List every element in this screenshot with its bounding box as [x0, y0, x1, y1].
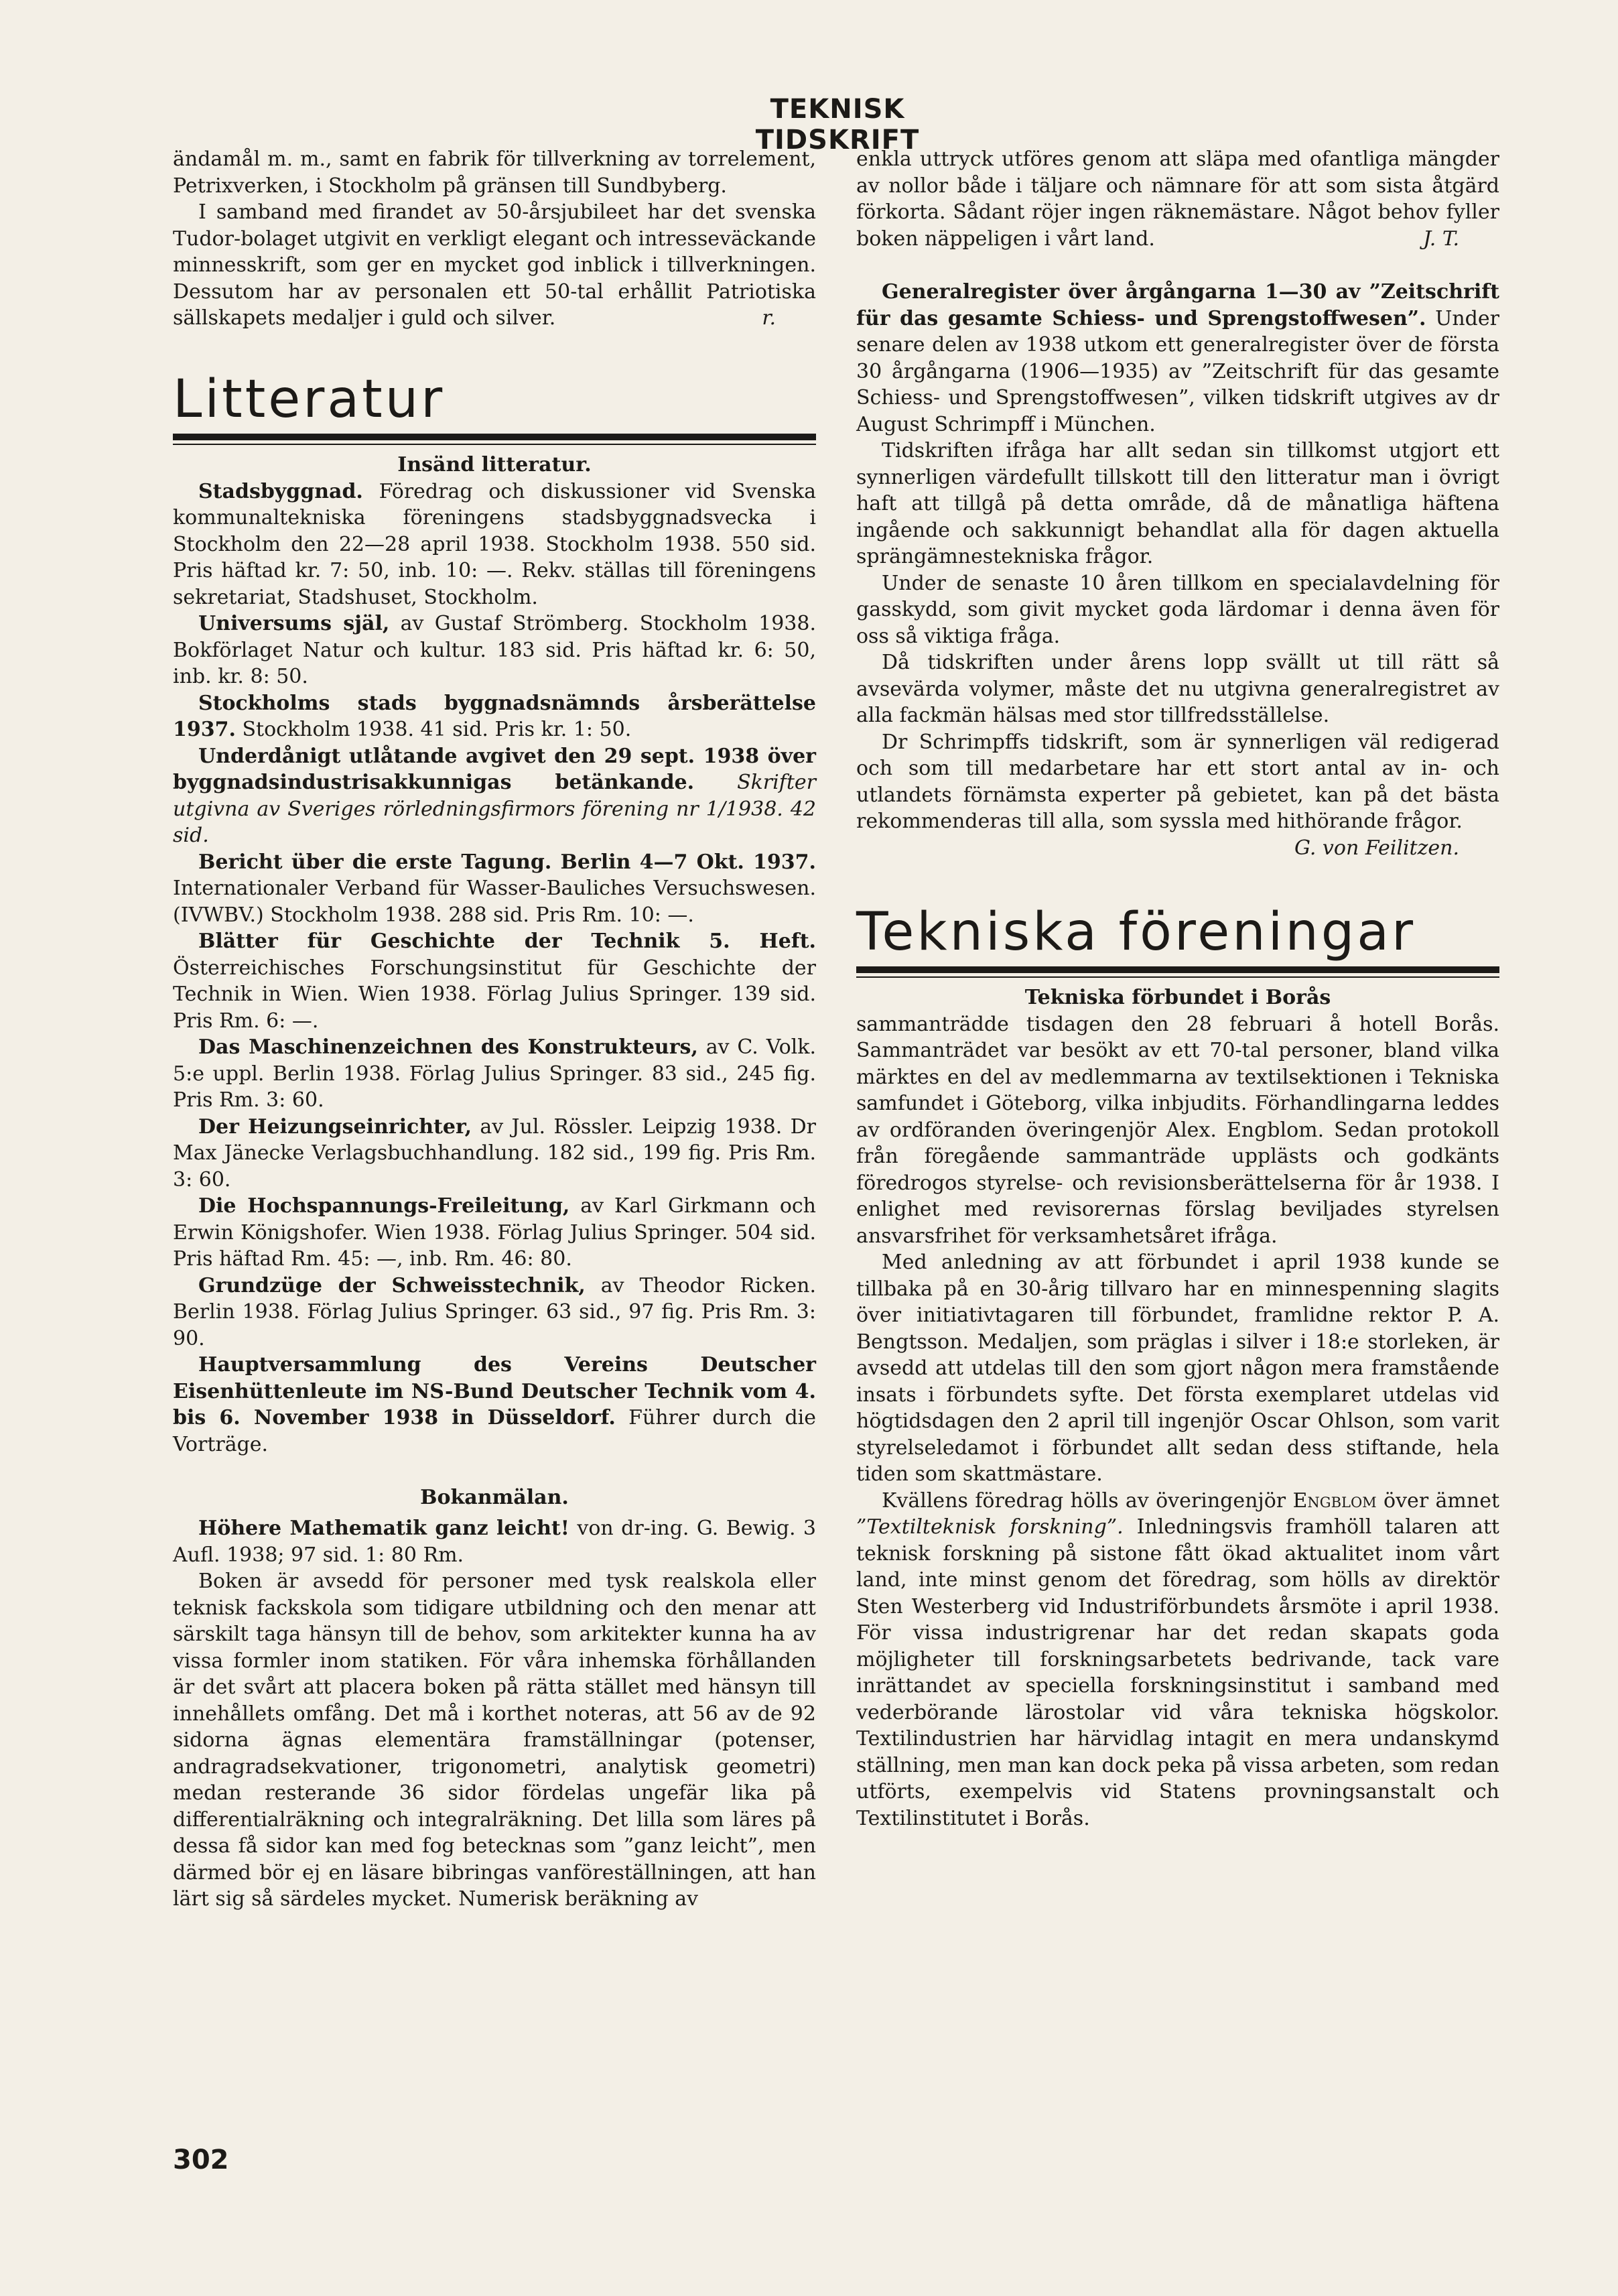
intro-paragraph: I samband med firandet av 50-årsjubileet har det svenska Tudor-bolaget utgivit en verkligt elegant och intresseväckande minnesskrift, som ger en mycket god inblick i tillverkningen. Dessutom har av personalen ett 50-tal erhållit Patriotiska sällskapets medaljer i guld och silver. r. — [173, 199, 816, 332]
section-rule — [173, 434, 816, 440]
entry-list — [173, 479, 816, 1458]
subheading: Bokanmälan. — [420, 1486, 569, 1509]
list-item: Stockholms stads byggnadsnämnds årsberättelse 1937. Stockholm 1938. 41 sid. Pris kr. 1: 50. — [173, 691, 816, 741]
list-item: Underdånigt utlåtande avgivet den 29 sept. 1938 över byggnadsindustrisakkunnigas betänkande. Skrifter utgivna av Sveriges rörledningsfirmors förening nr 1/1938. 42 sid. — [173, 744, 816, 847]
list-item: Hauptversammlung des Vereins Deutscher Eisenhüttenleute im NS-Bund Deutscher Technik vom 4. bis 6. November 1938 in Düsseldorf. Führer durch die Vorträge. — [173, 1353, 817, 1456]
paragraph: Med anledning av att förbundet i april 1938 kunde se tillbaka på en 30-årig tillvaro har en minnespenning slagits över initiativtagaren till förbundet, framlidne rektor P. A. Bengtsson. Medaljen, som präglas i silver i 18:e storleken, är avsedd att utdelas till den som gjort någon mera framstående insats i förbundets syfte. Det första exemplaret utdelas vid högtidsdagen den 2 april till ingenjör Oscar Ohlson, som varit styrelseledamot i förbundet allt sedan dess stiftande, hela tiden som skattmästare. — [856, 1251, 1499, 1486]
paragraph: Då tidskriften under årens lopp svällt ut till rätt så avsevärda volymer, måste det nu utgivna generalregistret av alla fackmän hälsas med stor tillfredsställelse. — [856, 651, 1499, 727]
list-item: Bericht über die erste Tagung. Berlin 4—7 Okt. 1937. Internationaler Verband für Wasser-Bauliches Versuchswesen. (IVWBV.) Stockholm 1938. 288 sid. Pris Rm. 10: —. — [173, 850, 816, 927]
section-title-litteratur: Litteratur — [173, 369, 446, 430]
section-title-tekniska-foreningar: Tekniska föreningar — [856, 901, 1416, 962]
continued-paragraph: enkla uttryck utföres genom att släpa med ofantliga mängder av nollor både i täljare och nämnare för att som sista åtgärd förkorta. Sådant röjer ingen räknemästare. Något behov fyller boken näppeligen i vårt land. J. T. — [856, 146, 1499, 252]
paragraph: Dr Schrimpffs tidskrift, som är synnerligen väl redigerad och som till medarbetare har ett stort antal av in- och utlandets förnämsta experter på gebietet, kan på det bästa rekommenderas till alla, som syssla med hithörande frågor. G. von Feilitzen. — [856, 729, 1499, 835]
review-body: Boken är avsedd för personer med tysk realskola eller teknisk fackskola som tidigare utbildning och den menar att särskilt taga hänsyn till de behov, som arkitekter kunna ha av vissa formler inom statiken. För våra inhemska förhållanden är det svårt att placera boken på rätta stället med hänsyn till innehållets omfång. Det må i korthet noteras, att 56 av de 92 sidorna ägnas elementära framställningar (potenser, andragradsekvationer, trigonometri, analytisk geometri) medan resterande 36 sidor fördelas ungefär lika på differentialräkning och integralräkning. Det lilla som läres på dessa få sidor kan med fog betecknas som ”ganz leicht”, men därmed bör ej en läsare bibringas vanföreställningen, att han lärt sig så särdeles mycket. Numerisk beräkning av — [173, 1570, 816, 1911]
review-header: Höhere Mathematik ganz leicht! von dr-ing. G. Bewig. 3 Aufl. 1938; 97 sid. 1: 80 Rm. — [173, 1517, 816, 1567]
article-generalregister: Generalregister över årgångarna 1—30 av ”Zeitschrift für das gesamte Schiess- und Sprengstoffwesen”. Under senare delen av 1938 utkom ett generalregister över de första 30 årgångarna (1906—1935) av ”Zeitschrift für das gesamte Schiess- und Sprengstoffwesen”, vilken tidskrift utgives av dr August Schrimpff i München. — [856, 280, 1499, 436]
subheading: Insänd litteratur. — [397, 452, 592, 476]
paragraph: Tidskriften ifråga har allt sedan sin tillkomst utgjort ett synnerligen värdefullt tillskott till den litteratur man i övrigt haft att tillgå på detta område, då de månatliga häftena ingående och sakkunnigt behandlat alla för dagen aktuella sprängämnestekniska frågor. — [856, 439, 1499, 568]
list-item: Der Heizungseinrichter, av Jul. Rössler. Leipzig 1938. Dr Max Jänecke Verlagsbuchhandlung. 182 sid., 199 fig. Pris Rm. 3: 60. — [173, 1114, 816, 1192]
intro-paragraph: ändamål m. m., samt en fabrik för tillverkning av torrelement, Petrixverken, i Stockholm på gränsen till Sundbyberg. — [173, 147, 816, 198]
paragraph: Under de senaste 10 åren tillkom en specialavdelning för gasskydd, som givit mycket goda lärdomar i denna även för oss så viktiga fråga. — [856, 571, 1499, 648]
running-head: TEKNISK TIDSKRIFT — [755, 94, 920, 155]
signature: J. T. — [1423, 227, 1459, 251]
signature: r. — [762, 306, 776, 330]
section-rule — [856, 966, 1499, 973]
paragraph: sammanträdde tisdagen den 28 februari å hotell Borås. Sammanträdet var besökt av ett 70-tal personer, bland vilka märktes en del av medlemmarna av textilsektionen i Tekniska samfundet i Göteborg, vilka inbjudits. Förhandlingarna leddes av ordföranden överingenjör Alex. Engblom. Sedan protokoll från föregående sammanträde upplästs och godkänts föredrogos styrelse- och revisionsberättelserna för år 1938. I enlighet med revisorernas förslag beviljades styrelsen ansvarsfrihet för verksamhetsåret ifråga. — [856, 1012, 1499, 1248]
right-column — [856, 146, 1499, 1832]
list-item: Das Maschinenzeichnen des Konstrukteurs, av C. Volk. 5:e uppl. Berlin 1938. Förlag Julius Springer. 83 sid., 245 fig. Pris Rm. 3: 60. — [173, 1035, 816, 1112]
list-item: Grundzüge der Schweisstechnik, av Theodor Ricken. Berlin 1938. Förlag Julius Springer. 63 sid., 97 fig. Pris Rm. 3: 90. — [173, 1273, 816, 1350]
left-column — [173, 146, 816, 1913]
page-number: 302 — [173, 2145, 229, 2175]
list-item: Die Hochspannungs-Freileitung, av Karl Girkmann och Erwin Königshofer. Wien 1938. Förlag Julius Springer. 504 sid. Pris häftad Rm. 45: —, inb. Rm. 46: 80. — [173, 1194, 817, 1271]
list-item: Universums själ, av Gustaf Strömberg. Stockholm 1938. Bokförlaget Natur och kultur. 183 sid. Pris häftad kr. 6: 50, inb. kr. 8: 50. — [173, 612, 816, 688]
list-item: Blätter für Geschichte der Technik 5. Heft. Österreichisches Forschungsinstitut für Geschichte der Technik in Wien. Wien 1938. Förlag Julius Springer. 139 sid. Pris Rm. 6: —. — [173, 930, 816, 1033]
signature: G. von Feilitzen. — [1294, 836, 1459, 860]
list-item: Stadsbyggnad. Föredrag och diskussioner vid Svenska kommunaltekniska föreningens stadsbyggnadsvecka i Stockholm den 22—28 april 1938. Stockholm 1938. 550 sid. Pris häftad kr. 7: 50, inb. 10: —. Rekv. ställas till föreningens sekretariat, Stadshuset, Stockholm. — [173, 479, 816, 609]
subheading: Tekniska förbundet i Borås — [1024, 985, 1331, 1009]
paragraph: Kvällens föredrag hölls av överingenjör Engblom över ämnet ”Textilteknisk forskning”. Inledningsvis framhöll talaren att teknisk forskning på sistone fått ökad aktualitet inom vårt land, inte minst genom det föredrag, som hölls av direktör Sten Westerberg vid Industriförbundets årsmöte i april 1938. För vissa industrigrenar har det redan skapats goda möjligheter till forskningsarbetets bedrivande, tack vare inrättandet av speciella forskningsinstitut i samband med vederbörande lärostolar vid våra tekniska högskolor. Textilindustrien har härvidlag intagit en mera undanskymd ställning, men man kan dock peka på vissa arbeten, som redan utförts, exempelvis vid Statens provningsanstalt och Textilinstitutet i Borås. — [856, 1488, 1499, 1830]
